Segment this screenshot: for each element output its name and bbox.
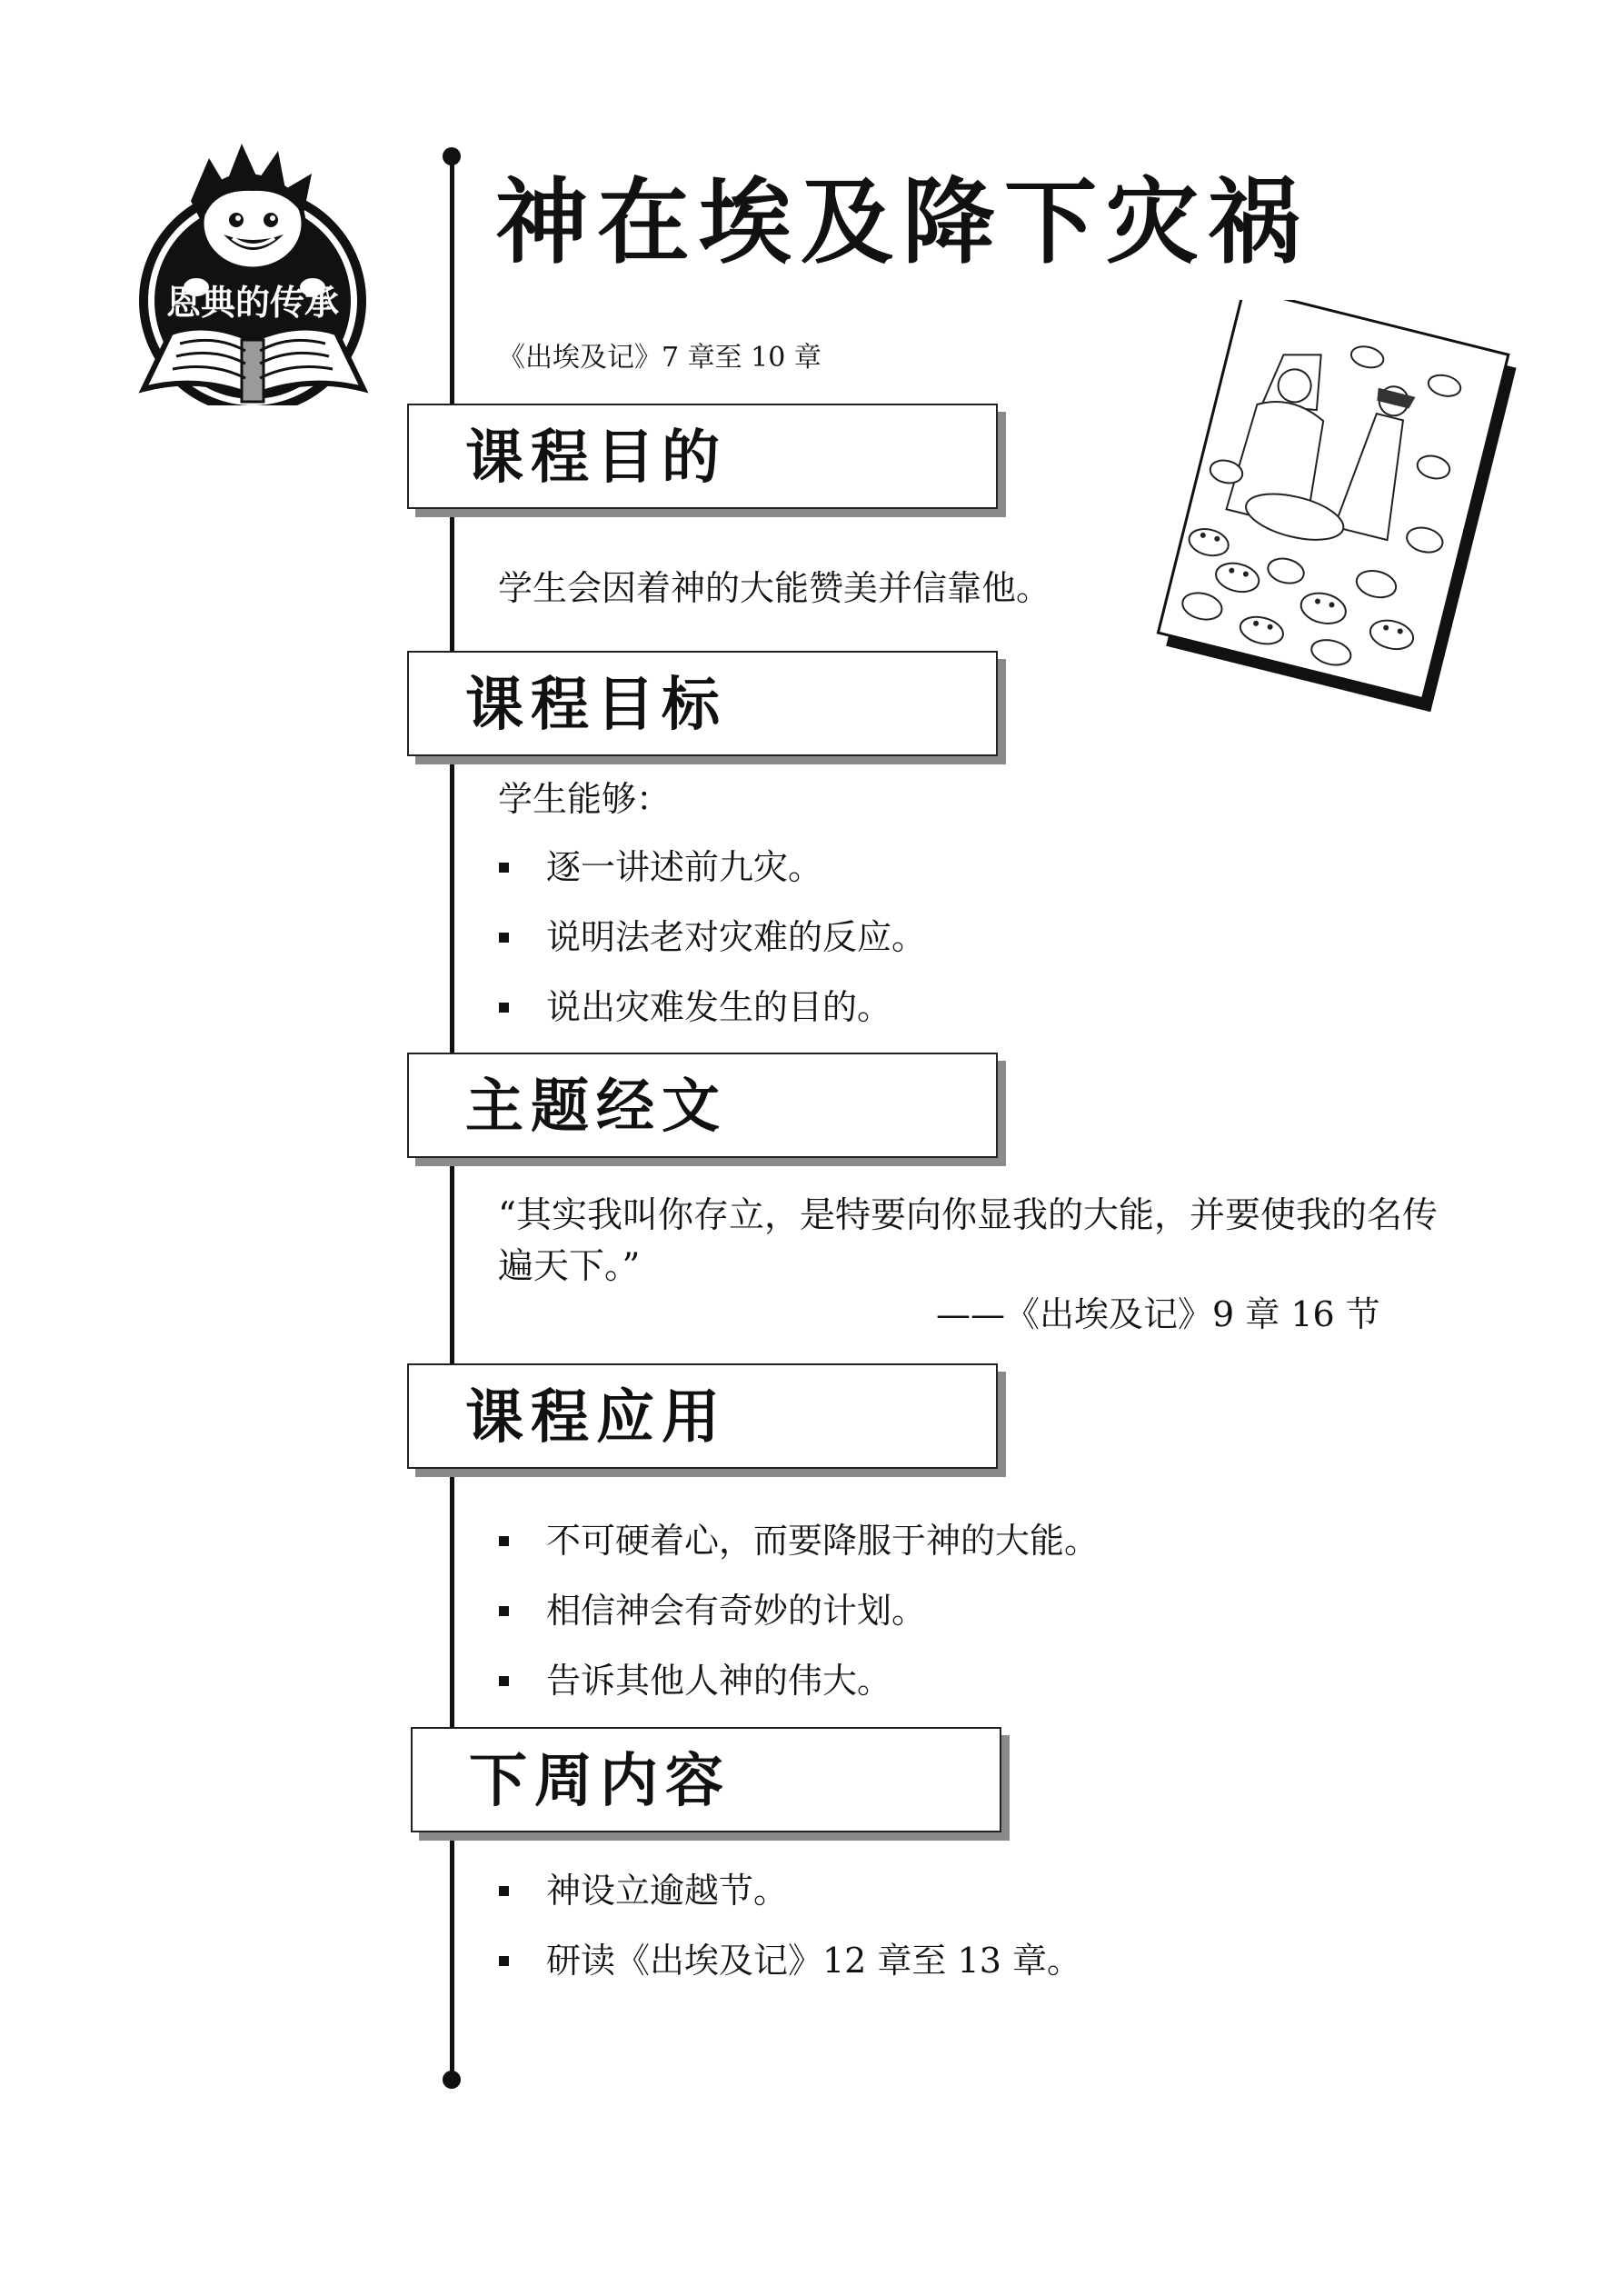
application-list [495, 1516, 1099, 1726]
timeline-dot-top [443, 147, 461, 165]
verse-reference: ——《出埃及记》9 章 16 节 [936, 1294, 1380, 1334]
frog-plague-illustration [1147, 300, 1528, 727]
section-heading: 主题经文 [465, 1073, 727, 1141]
list-item: 不可硬着心，而要降服于神的大能。 [495, 1516, 1099, 1586]
timeline-dot-bottom [443, 2071, 461, 2089]
list-item: 说出灾难发生的目的。 [495, 983, 926, 1053]
section-next-week-header [411, 1727, 1001, 1832]
logo-text: 恩典的传承 [165, 283, 340, 323]
section-verse-header [407, 1053, 998, 1158]
objectives-list [495, 843, 926, 1053]
list-item: 告诉其他人神的伟大。 [495, 1656, 1099, 1726]
section-objectives-header [407, 651, 998, 756]
square-bullet-icon [499, 1003, 509, 1013]
list-item: 神设立逾越节。 [495, 1866, 1081, 1936]
logo [125, 133, 389, 405]
list-item: 逐一讲述前九灾。 [495, 843, 926, 913]
square-bullet-icon [499, 1886, 509, 1896]
list-item: 说明法老对灾难的反应。 [495, 913, 926, 983]
next-week-list [495, 1866, 1081, 2006]
square-bullet-icon [499, 863, 509, 873]
square-bullet-icon [499, 1606, 509, 1616]
section-heading: 课程目标 [465, 671, 727, 739]
list-item: 相信神会有奇妙的计划。 [495, 1586, 1099, 1656]
section-heading: 下周内容 [469, 1747, 731, 1815]
objectives-intro: 学生能够： [498, 779, 672, 819]
purpose-text: 学生会因着神的大能赞美并信靠他。 [498, 568, 1051, 608]
square-bullet-icon [499, 1956, 509, 1966]
section-purpose-header [407, 404, 998, 509]
page-title: 神在埃及降下灾祸 [495, 168, 1309, 277]
square-bullet-icon [499, 1676, 509, 1686]
verse-text: “其实我叫你存立，是特要向你显我的大能，并要使我的名传遍天下。” [498, 1195, 1438, 1287]
list-item: 研读《出埃及记》12 章至 13 章。 [495, 1936, 1081, 2006]
section-application-header [407, 1363, 998, 1469]
section-heading: 课程目的 [465, 424, 727, 492]
scripture-reference: 《出埃及记》7 章至 10 章 [498, 342, 821, 374]
square-bullet-icon [499, 1536, 509, 1546]
boy-reading-bible-icon [125, 133, 389, 405]
section-heading: 课程应用 [465, 1383, 727, 1452]
square-bullet-icon [499, 933, 509, 943]
